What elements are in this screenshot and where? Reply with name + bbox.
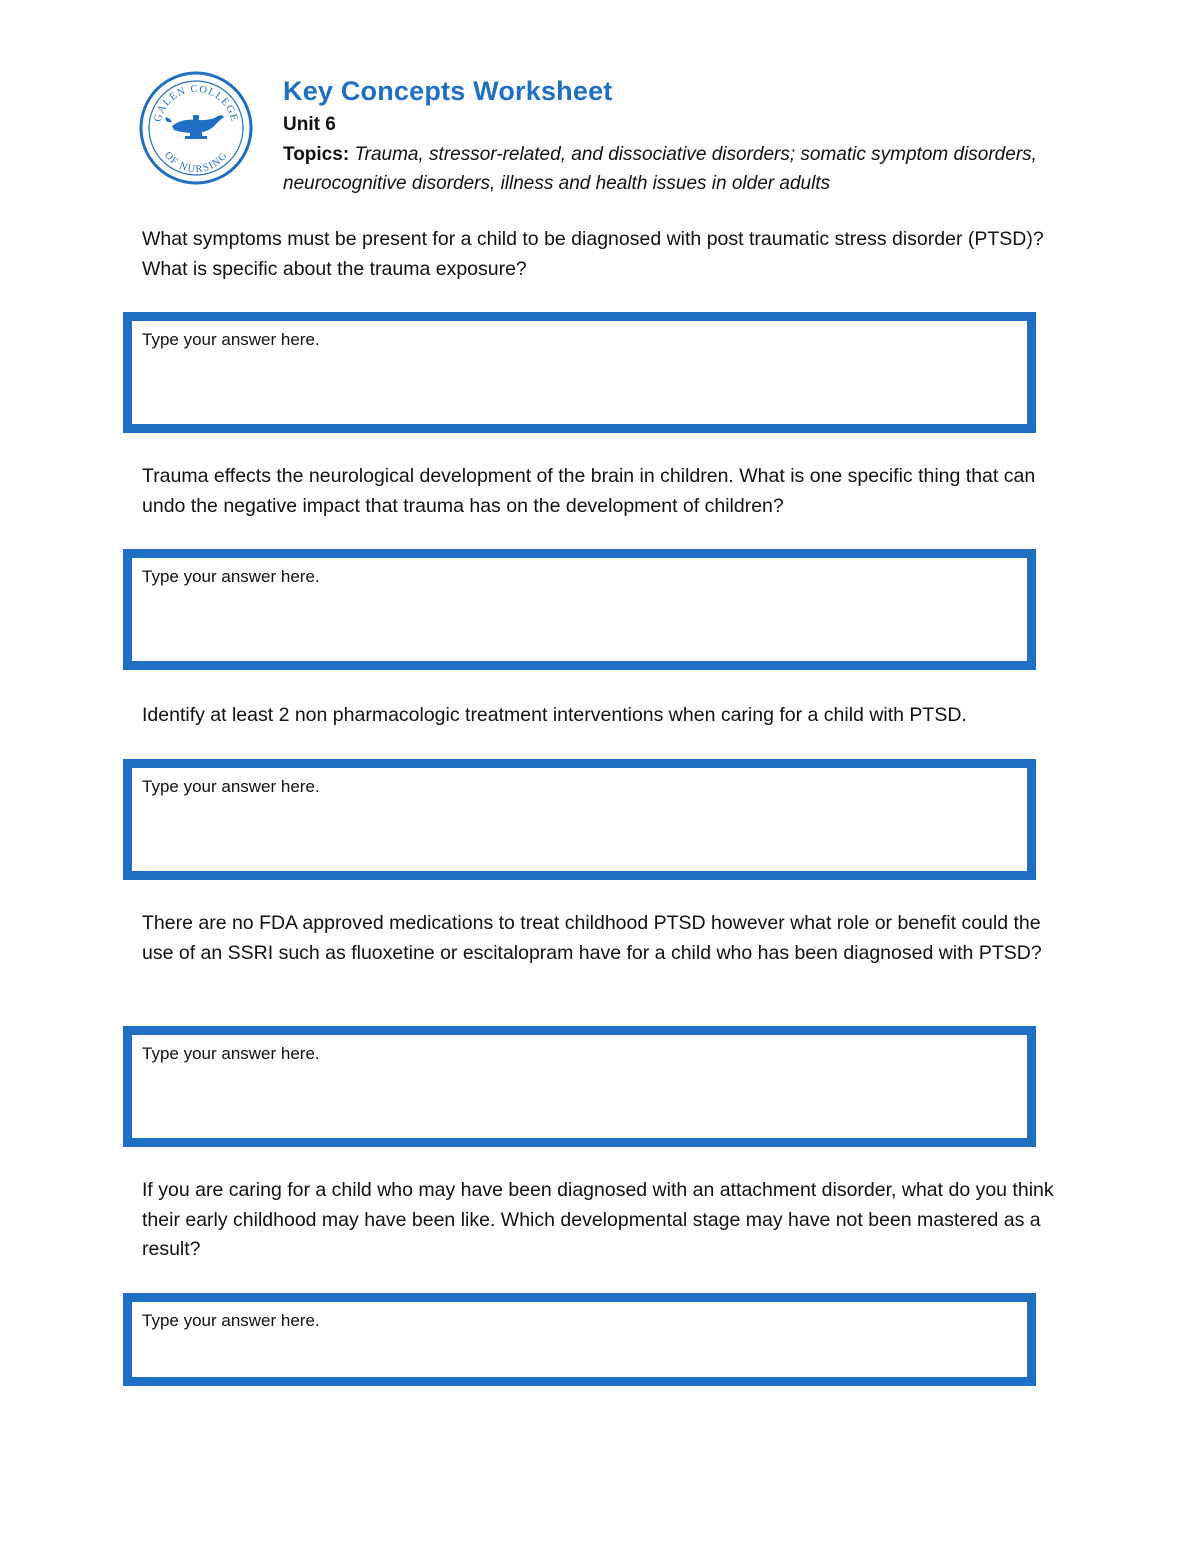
question-3: Identify at least 2 non pharmacologic treatment interventions when caring for a child with PTSD.	[142, 704, 967, 726]
seal-text-top: GALEN COLLEGE	[152, 83, 240, 124]
oil-lamp-icon	[165, 115, 224, 139]
question-1: What symptoms must be present for a child to be diagnosed with post traumatic stress disorder (PTSD)? What is specific about the trauma exposure?	[142, 228, 1044, 280]
topics-text: Trauma, stressor-related, and dissociative disorders; somatic symptom disorders, neurocognitive disorders, illness and health issues in older adults	[283, 144, 1037, 194]
answer-field-3[interactable]	[123, 759, 1036, 880]
answer-field-1[interactable]	[123, 312, 1036, 433]
question-5: If you are caring for a child who may have been diagnosed with an attachment disorder, what do you think their early childhood may have been like. Which developmental stage may have not been mastered as a result?	[142, 1179, 1054, 1260]
college-seal-logo	[138, 70, 254, 186]
answer-field-5[interactable]	[123, 1293, 1036, 1386]
answer-field-2[interactable]	[123, 549, 1036, 670]
topics-line: Topics: Trauma, stressor-related, and dissociative disorders; somatic symptom disorders, neurocognitive disorders, illness and health issues in older adults	[283, 144, 1037, 194]
worksheet-header	[283, 74, 1083, 198]
worksheet-title: Key Concepts Worksheet	[283, 76, 613, 106]
unit-label: Unit 6	[283, 114, 336, 135]
answer-field-4[interactable]	[123, 1026, 1036, 1147]
answer-placeholder: Type your answer here.	[142, 1044, 320, 1063]
answer-placeholder: Type your answer here.	[142, 567, 320, 586]
topics-label: Topics	[283, 144, 343, 165]
question-4: There are no FDA approved medications to treat childhood PTSD however what role or benefit could the use of an SSRI such as fluoxetine or escitalopram have for a child who has been diagnosed with PTSD?	[142, 912, 1042, 964]
answer-placeholder: Type your answer here.	[142, 330, 320, 349]
seal-text-bottom: OF NURSING	[161, 149, 231, 176]
answer-placeholder: Type your answer here.	[142, 777, 320, 796]
question-2: Trauma effects the neurological development of the brain in children. What is one specific thing that can undo the negative impact that trauma has on the development of children?	[142, 465, 1036, 517]
answer-placeholder: Type your answer here.	[142, 1311, 320, 1330]
